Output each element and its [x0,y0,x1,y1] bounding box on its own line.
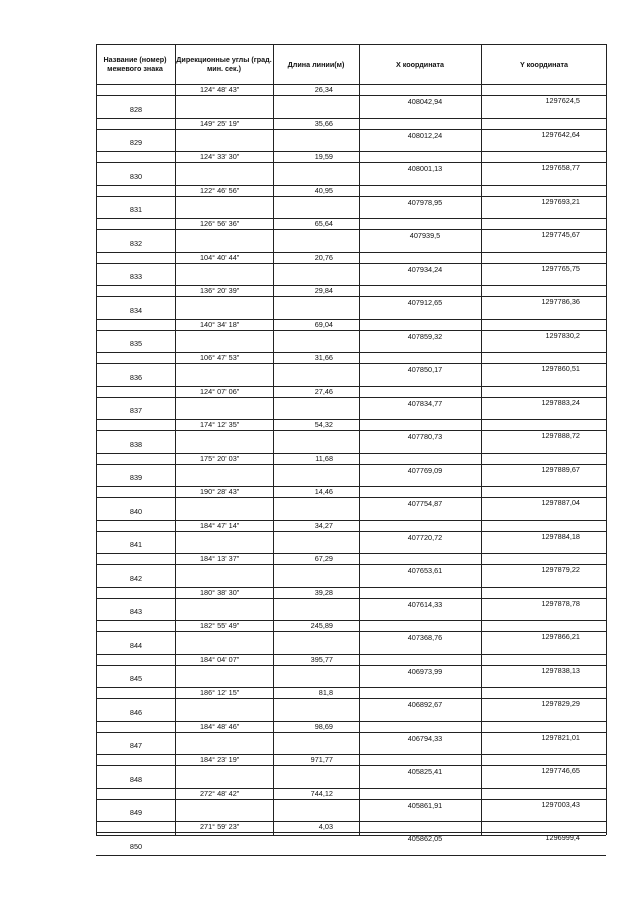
direction-angle: 184° 47' 14" [200,520,240,530]
y-coordinate: 1297883,24 [541,397,580,407]
point-name: 849 [129,808,143,817]
header-y-coordinate: Y координата [520,59,568,69]
point-name: 840 [129,506,143,516]
segment-row-border [175,330,359,331]
point-row-border [96,330,175,331]
header-line-length: Длина линии(м) [287,59,345,69]
direction-angle: 271° 59' 23" [200,822,240,831]
x-coordinate: 407720,72 [407,532,443,542]
direction-angle: 184° 13' 37" [200,554,240,563]
x-coordinate: 407780,73 [407,432,443,441]
line-length: 245,89 [310,621,333,630]
direction-angle: 184° 04' 07" [200,654,240,664]
line-length: 31,66 [314,353,333,362]
point-name: 831 [129,205,143,214]
direction-angle: 175° 20' 03" [200,453,240,463]
point-name: 847 [129,741,143,750]
point-row-border [96,564,175,565]
segment-row-border [175,430,359,431]
point-name: 835 [129,339,143,348]
direction-angle: 186° 12' 15" [200,688,240,697]
y-coordinate: 1297786,36 [541,297,580,306]
x-coordinate: 407850,17 [407,365,443,374]
y-coordinate: 1297838,13 [541,665,580,675]
segment-row-border [175,631,359,632]
y-coordinate: 1297830,2 [545,330,580,340]
point-name: 834 [129,305,143,315]
segment-row-border [175,497,359,498]
line-length: 81,8 [318,688,333,697]
point-row-border [96,229,175,230]
x-coordinate: 407934,24 [407,264,443,274]
y-coordinate: 1297003,43 [541,799,580,809]
line-length: 67,29 [314,554,333,563]
x-coordinate: 408042,94 [407,97,443,106]
header-point-name: Название (номер) межевого знака [103,55,167,73]
point-row-border [96,397,175,398]
point-row-border [96,631,175,632]
header-bottom-border [96,84,606,85]
point-row-border [96,95,175,96]
segment-row-border [175,732,359,733]
direction-angle: 184° 23' 19" [200,755,240,764]
line-length: 19,59 [314,152,333,161]
point-name: 837 [129,406,143,415]
point-row-border [96,196,175,197]
segment-row-border [175,464,359,465]
point-name: 830 [129,171,143,181]
row-border [96,788,606,789]
row-border [96,285,606,286]
point-row-border [96,464,175,465]
point-name: 839 [129,473,143,482]
direction-angle: 182° 55' 49" [200,621,240,630]
row-border [96,151,606,152]
row-border [96,252,606,253]
row-border [96,754,606,755]
row-border [96,821,606,822]
y-coordinate: 1297860,51 [541,364,580,373]
x-coordinate: 407912,65 [407,298,443,307]
line-length: 20,76 [314,252,333,262]
line-length: 11,68 [315,453,333,463]
x-coordinate: 406892,67 [407,700,443,709]
line-length: 14,46 [314,487,333,496]
row-border [96,855,606,856]
direction-angle: 136° 20' 39" [200,286,240,295]
y-coordinate: 1297642,64 [541,129,580,139]
column-border [606,44,607,835]
point-name: 842 [129,573,143,583]
row-border [96,553,606,554]
direction-angle: 184° 48' 46" [200,721,240,731]
row-border [96,721,606,722]
point-row-border [96,598,175,599]
point-name: 850 [129,841,143,851]
line-length: 29,84 [314,286,333,295]
direction-angle: 124° 48' 43" [200,85,240,94]
line-length: 69,04 [314,319,333,329]
segment-row-border [175,397,359,398]
line-length: 4,03 [318,822,333,831]
direction-angle: 180° 38' 30" [200,587,240,597]
line-length: 395,77 [310,654,333,664]
segment-row-border [175,263,359,264]
x-coordinate: 407859,32 [407,331,443,341]
x-coordinate: 405825,41 [407,767,443,776]
line-length: 35,66 [314,118,333,128]
point-name: 836 [129,372,143,382]
direction-angle: 272° 48' 42" [200,788,240,798]
line-length: 27,46 [314,386,333,396]
y-coordinate: 1297866,21 [541,632,580,641]
row-border [96,520,606,521]
segment-row-border [175,598,359,599]
line-length: 34,27 [314,520,333,530]
line-length: 40,95 [314,185,333,195]
point-name: 844 [129,640,143,650]
header-direction-angle: Дирекционные углы (град. мин. сек.) [176,55,272,73]
header-x-coordinate: X координата [395,59,445,69]
y-coordinate: 1297658,77 [541,163,580,172]
direction-angle: 149° 25' 19" [200,118,240,128]
y-coordinate: 1297879,22 [541,565,580,574]
direction-angle: 174° 12' 35" [200,420,240,429]
row-border [96,352,606,353]
segment-row-border [175,531,359,532]
y-coordinate: 1297745,67 [541,230,580,239]
direction-angle: 106° 47' 53" [200,353,240,362]
point-row-border [96,296,175,297]
row-border [96,654,606,655]
point-name: 841 [129,540,143,549]
point-name: 845 [129,674,143,683]
point-name: 833 [129,272,143,281]
line-length: 54,32 [314,420,333,429]
x-coordinate: 408001,13 [407,164,443,173]
segment-row-border [175,665,359,666]
row-border [96,218,606,219]
line-length: 65,64 [314,219,333,228]
y-coordinate: 1297624,5 [545,96,580,105]
x-coordinate: 407978,95 [407,197,443,207]
x-coordinate: 407834,77 [407,398,443,408]
segment-row-border [175,564,359,565]
x-coordinate: 405862,05 [407,834,443,843]
segment-row-border [175,95,359,96]
row-border [96,453,606,454]
row-border [96,587,606,588]
line-length: 971,77 [310,755,333,764]
point-name: 848 [129,774,143,784]
segment-row-border [175,698,359,699]
row-border [96,419,606,420]
direction-angle: 122° 46' 56" [200,185,240,195]
y-coordinate: 1297889,67 [541,464,580,474]
point-row-border [96,129,175,130]
direction-angle: 140° 34' 18" [200,319,240,329]
point-row-border [96,430,175,431]
row-border [96,319,606,320]
y-coordinate: 1297693,21 [541,196,580,206]
point-row-border [96,832,175,833]
line-length: 744,12 [310,788,333,798]
point-row-border [96,263,175,264]
x-coordinate: 406794,33 [407,733,443,743]
point-name: 846 [129,707,143,717]
y-coordinate: 1297829,29 [541,699,580,708]
x-coordinate: 407939,5 [409,231,441,240]
point-name: 832 [129,238,143,248]
y-coordinate: 1297888,72 [541,431,580,440]
row-border [96,687,606,688]
line-length: 98,69 [314,721,333,731]
segment-row-border [175,296,359,297]
point-name: 829 [129,138,143,147]
segment-row-border [175,129,359,130]
direction-angle: 124° 33' 30" [200,152,240,161]
x-coordinate: 407614,33 [407,599,443,609]
row-border [96,486,606,487]
x-coordinate: 408012,24 [407,130,443,140]
direction-angle: 104° 40' 44" [200,252,240,262]
x-coordinate: 405861,91 [407,800,443,810]
segment-row-border [175,832,359,833]
y-coordinate: 1297878,78 [541,598,580,608]
point-row-border [96,531,175,532]
point-row-border [96,698,175,699]
y-coordinate: 1297887,04 [541,498,580,507]
point-row-border [96,799,175,800]
x-coordinate: 407754,87 [407,499,443,508]
line-length: 26,34 [314,85,333,94]
row-border [96,620,606,621]
segment-row-border [175,765,359,766]
segment-row-border [175,229,359,230]
segment-row-border [175,799,359,800]
y-coordinate: 1297746,65 [541,766,580,775]
point-row-border [96,162,175,163]
direction-angle: 124° 07' 06" [200,386,240,396]
table-top-border [96,44,606,45]
point-row-border [96,732,175,733]
point-name: 843 [129,607,143,616]
x-coordinate: 407368,76 [407,633,443,642]
point-name: 828 [129,104,143,114]
point-row-border [96,765,175,766]
direction-angle: 126° 56' 36" [200,219,240,228]
segment-row-border [175,363,359,364]
point-row-border [96,497,175,498]
y-coordinate: 1297765,75 [541,263,580,273]
point-row-border [96,363,175,364]
point-row-border [96,665,175,666]
row-border [96,118,606,119]
y-coordinate: 1297884,18 [541,531,580,541]
row-border [96,185,606,186]
x-coordinate: 406973,99 [407,666,443,676]
x-coordinate: 407769,09 [407,465,443,475]
y-coordinate: 1296999,4 [545,833,580,842]
direction-angle: 190° 28' 43" [200,487,240,496]
y-coordinate: 1297821,01 [541,732,580,742]
x-coordinate: 407653,61 [407,566,443,575]
segment-row-border [175,196,359,197]
row-border [96,386,606,387]
segment-row-border [175,162,359,163]
line-length: 39,28 [314,587,333,597]
point-name: 838 [129,439,143,449]
